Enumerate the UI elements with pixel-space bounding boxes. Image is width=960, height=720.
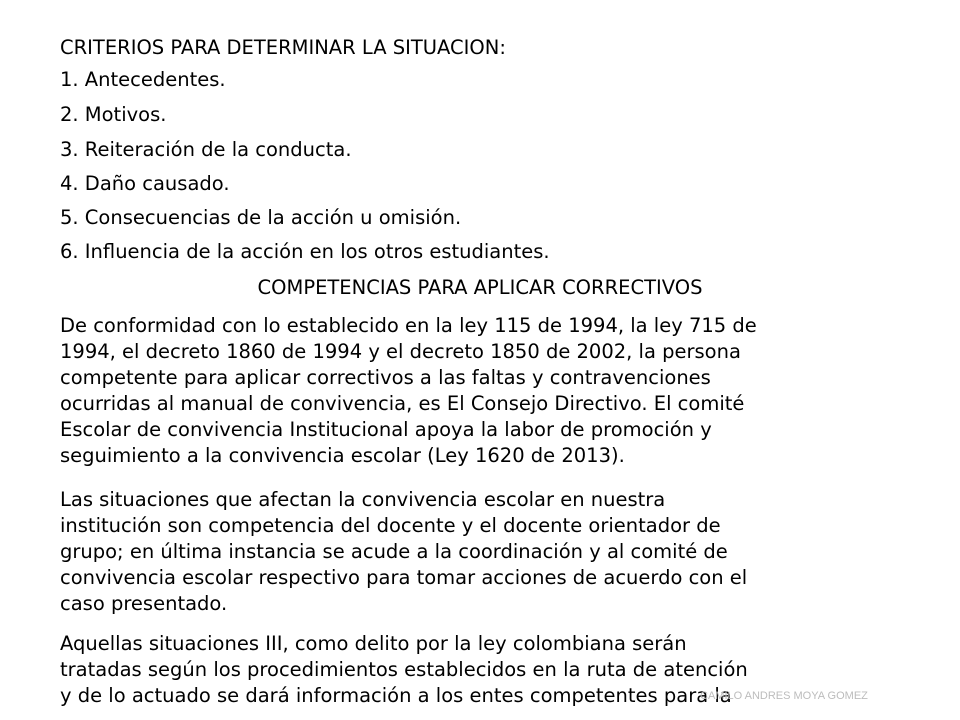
paragraph-line: De conformidad con lo establecido en la ley 115 de 1994, la ley 715 de	[60, 314, 757, 337]
criteria-item-3: 3. Reiteración de la conducta.	[60, 138, 352, 161]
paragraph-line: 1994, el decreto 1860 de 1994 y el decreto 1850 de 2002, la persona	[60, 340, 741, 363]
paragraph-line: caso presentado.	[60, 592, 228, 615]
paragraph-line: grupo; en última instancia se acude a la coordinación y al comité de	[60, 540, 728, 563]
paragraph-line: Las situaciones que afectan la convivencia escolar en nuestra	[60, 488, 666, 511]
criteria-item-1: 1. Antecedentes.	[60, 68, 226, 91]
footer-author: CAMILO ANDRES MOYA GOMEZ	[700, 690, 868, 702]
criteria-item-6: 6. Influencia de la acción en los otros estudiantes.	[60, 240, 550, 263]
paragraph-line: Escolar de convivencia Institucional apoya la labor de promoción y	[60, 418, 712, 441]
paragraph-line: tratadas según los procedimientos establecidos en la ruta de atención	[60, 658, 748, 681]
criteria-item-5: 5. Consecuencias de la acción u omisión.	[60, 206, 462, 229]
paragraph-line: y de lo actuado se dará información a los entes competentes para la	[60, 684, 732, 707]
criteria-item-2: 2. Motivos.	[60, 103, 167, 126]
paragraph-line: competente para aplicar correctivos a las faltas y contravenciones	[60, 366, 711, 389]
paragraph-line: institución son competencia del docente y el docente orientador de	[60, 514, 721, 537]
criteria-item-4: 4. Daño causado.	[60, 172, 230, 195]
paragraph-line: Aquellas situaciones III, como delito por la ley colombiana serán	[60, 632, 687, 655]
paragraph-line: ocurridas al manual de convivencia, es El Consejo Directivo. El comité	[60, 392, 745, 415]
criteria-heading: CRITERIOS PARA DETERMINAR LA SITUACION:	[60, 36, 506, 59]
competencies-paragraph-1	[60, 313, 910, 469]
paragraph-line: convivencia escolar respectivo para tomar acciones de acuerdo con el	[60, 566, 748, 589]
competencies-heading: COMPETENCIAS PARA APLICAR CORRECTIVOS	[257, 276, 703, 299]
paragraph-line: seguimiento a la convivencia escolar (Ley 1620 de 2013).	[60, 444, 625, 467]
competencies-paragraph-2	[60, 487, 910, 617]
